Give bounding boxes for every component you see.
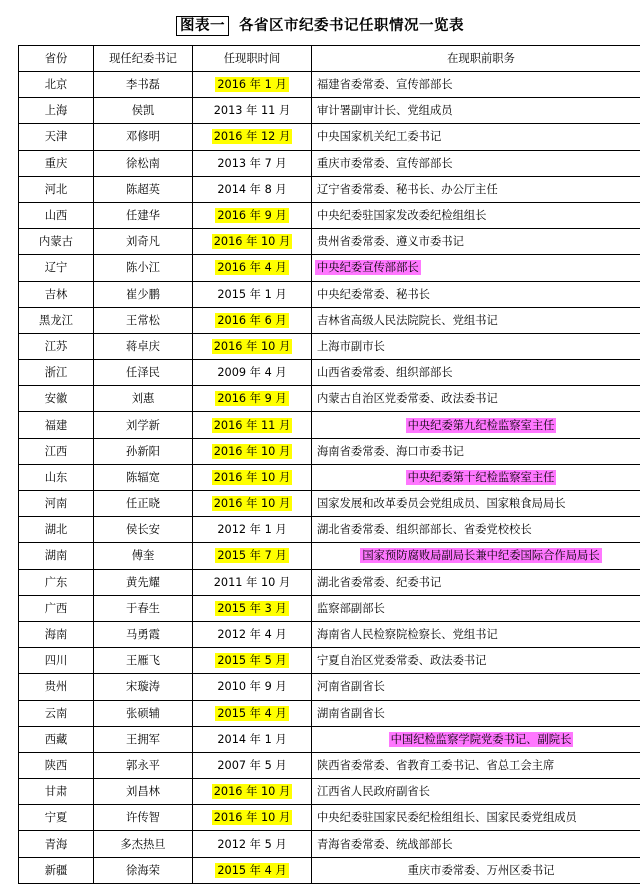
previous-post-value: 吉林省高级人民法院院长、党组书记 (315, 313, 500, 328)
table-row (19, 752, 640, 778)
cell-secretary-name: 刘惠 (94, 386, 193, 412)
previous-post-value: 审计署副审计长、党组成员 (315, 103, 455, 118)
column-header-name: 现任纪委书记 (94, 46, 193, 72)
date-value: 2016 年 10 月 (212, 444, 293, 459)
cell-appointment-date (193, 752, 312, 778)
cell-secretary-name: 任建华 (94, 202, 193, 228)
date-value: 2015 年 5 月 (215, 653, 288, 668)
table-row (19, 595, 640, 621)
cell-secretary-name: 徐海荣 (94, 857, 193, 883)
cell-secretary-name: 郭永平 (94, 752, 193, 778)
cell-secretary-name: 张硕辅 (94, 700, 193, 726)
previous-post-value: 福建省委常委、宣传部部长 (315, 77, 455, 92)
cell-secretary-name: 王雁飞 (94, 648, 193, 674)
cell-province: 甘肃 (19, 779, 94, 805)
cell-province: 上海 (19, 98, 94, 124)
cell-appointment-date (193, 255, 312, 281)
cell-province: 吉林 (19, 281, 94, 307)
previous-post-value: 宁夏自治区党委常委、政法委书记 (315, 653, 488, 668)
table-row (19, 72, 640, 98)
cell-appointment-date (193, 700, 312, 726)
cell-previous-post (312, 72, 640, 98)
previous-post-value: 青海省委常委、统战部部长 (315, 837, 455, 852)
cell-province: 福建 (19, 412, 94, 438)
previous-post-value: 重庆市委常委、宣传部部长 (315, 156, 455, 171)
cell-secretary-name: 蒋卓庆 (94, 333, 193, 359)
previous-post-value: 湖南省副省长 (315, 706, 387, 721)
date-value: 2014 年 1 月 (215, 732, 288, 747)
previous-post-value: 监察部副部长 (315, 601, 387, 616)
table-row (19, 438, 640, 464)
column-header-province: 省份 (19, 46, 94, 72)
cell-previous-post (312, 386, 640, 412)
cell-secretary-name: 宋璇涛 (94, 674, 193, 700)
cell-secretary-name: 任正晓 (94, 491, 193, 517)
cell-previous-post (312, 412, 640, 438)
provincial-discipline-secretaries-table (18, 45, 640, 884)
cell-appointment-date (193, 124, 312, 150)
table-row (19, 255, 640, 281)
cell-previous-post (312, 255, 640, 281)
date-value: 2016 年 10 月 (212, 234, 293, 249)
cell-province: 云南 (19, 700, 94, 726)
cell-province: 四川 (19, 648, 94, 674)
previous-post-value: 贵州省委常委、遵义市委书记 (315, 234, 466, 249)
cell-previous-post (312, 595, 640, 621)
cell-previous-post (312, 726, 640, 752)
cell-previous-post (312, 98, 640, 124)
date-value: 2016 年 10 月 (212, 810, 293, 825)
cell-previous-post (312, 543, 640, 569)
previous-post-value: 山西省委常委、组织部部长 (315, 365, 455, 380)
cell-previous-post (312, 831, 640, 857)
table-row (19, 648, 640, 674)
previous-post-value: 中央国家机关纪工委书记 (315, 129, 443, 144)
previous-post-value: 内蒙古自治区党委常委、政法委书记 (315, 391, 500, 406)
column-header-previous-post: 在现职前职务 (312, 46, 640, 72)
cell-province: 内蒙古 (19, 229, 94, 255)
table-row (19, 386, 640, 412)
date-value: 2016 年 9 月 (215, 208, 288, 223)
cell-province: 新疆 (19, 857, 94, 883)
cell-province: 安徽 (19, 386, 94, 412)
table-header-row (19, 46, 640, 72)
cell-province: 山东 (19, 464, 94, 490)
cell-previous-post (312, 700, 640, 726)
cell-province: 辽宁 (19, 255, 94, 281)
date-value: 2016 年 10 月 (212, 784, 293, 799)
table-row (19, 517, 640, 543)
date-value: 2016 年 10 月 (212, 470, 293, 485)
cell-appointment-date (193, 98, 312, 124)
table-row (19, 202, 640, 228)
cell-previous-post (312, 202, 640, 228)
cell-secretary-name: 侯长安 (94, 517, 193, 543)
table-row (19, 621, 640, 647)
cell-appointment-date (193, 831, 312, 857)
cell-appointment-date (193, 360, 312, 386)
title-text: 各省区市纪委书记任职情况一览表 (239, 18, 464, 34)
cell-secretary-name: 刘奇凡 (94, 229, 193, 255)
cell-appointment-date (193, 281, 312, 307)
previous-post-value: 江西省人民政府副省长 (315, 784, 432, 799)
cell-province: 广西 (19, 595, 94, 621)
cell-previous-post (312, 752, 640, 778)
previous-post-value: 海南省人民检察院检察长、党组书记 (315, 627, 500, 642)
table-row (19, 726, 640, 752)
date-value: 2012 年 4 月 (215, 627, 288, 642)
table-body (19, 72, 640, 884)
cell-appointment-date (193, 438, 312, 464)
title-line (176, 14, 464, 35)
cell-province: 山西 (19, 202, 94, 228)
date-value: 2015 年 4 月 (215, 863, 288, 878)
cell-province: 天津 (19, 124, 94, 150)
cell-province: 广东 (19, 569, 94, 595)
cell-appointment-date (193, 202, 312, 228)
date-value: 2012 年 1 月 (215, 522, 288, 537)
cell-secretary-name: 傅奎 (94, 543, 193, 569)
cell-previous-post (312, 360, 640, 386)
cell-appointment-date (193, 805, 312, 831)
date-value: 2016 年 4 月 (215, 260, 288, 275)
cell-province: 河南 (19, 491, 94, 517)
date-value: 2015 年 3 月 (215, 601, 288, 616)
cell-appointment-date (193, 569, 312, 595)
table-row (19, 281, 640, 307)
date-value: 2015 年 1 月 (215, 287, 288, 302)
cell-province: 西藏 (19, 726, 94, 752)
date-value: 2013 年 7 月 (215, 156, 288, 171)
cell-appointment-date (193, 517, 312, 543)
cell-province: 贵州 (19, 674, 94, 700)
cell-province: 宁夏 (19, 805, 94, 831)
cell-province: 黑龙江 (19, 307, 94, 333)
cell-previous-post (312, 805, 640, 831)
date-value: 2016 年 9 月 (215, 391, 288, 406)
cell-secretary-name: 刘学新 (94, 412, 193, 438)
date-value: 2009 年 4 月 (215, 365, 288, 380)
cell-secretary-name: 任泽民 (94, 360, 193, 386)
date-value: 2011 年 10 月 (212, 575, 293, 590)
figure-label: 图表一 (176, 16, 229, 36)
cell-previous-post (312, 621, 640, 647)
cell-appointment-date (193, 176, 312, 202)
column-header-date: 任现职时间 (193, 46, 312, 72)
previous-post-value: 国家发展和改革委员会党组成员、国家粮食局局长 (315, 496, 568, 511)
cell-secretary-name: 王常松 (94, 307, 193, 333)
cell-province: 湖北 (19, 517, 94, 543)
cell-province: 江苏 (19, 333, 94, 359)
cell-previous-post (312, 779, 640, 805)
table-row (19, 150, 640, 176)
date-value: 2015 年 4 月 (215, 706, 288, 721)
previous-post-value: 上海市副市长 (315, 339, 387, 354)
cell-previous-post (312, 176, 640, 202)
cell-province: 青海 (19, 831, 94, 857)
date-value: 2012 年 5 月 (215, 837, 288, 852)
date-value: 2013 年 11 月 (212, 103, 293, 118)
cell-appointment-date (193, 386, 312, 412)
cell-appointment-date (193, 543, 312, 569)
cell-previous-post (312, 569, 640, 595)
table-row (19, 779, 640, 805)
cell-appointment-date (193, 648, 312, 674)
table-row (19, 831, 640, 857)
cell-province: 重庆 (19, 150, 94, 176)
cell-previous-post (312, 517, 640, 543)
table-row (19, 307, 640, 333)
previous-post-value: 湖北省委常委、纪委书记 (315, 575, 443, 590)
cell-secretary-name: 马勇霞 (94, 621, 193, 647)
cell-previous-post (312, 307, 640, 333)
table-row (19, 700, 640, 726)
previous-post-value: 海南省委常委、海口市委书记 (315, 444, 466, 459)
date-value: 2016 年 10 月 (212, 339, 293, 354)
cell-secretary-name: 黄先耀 (94, 569, 193, 595)
cell-secretary-name: 邓修明 (94, 124, 193, 150)
cell-previous-post (312, 438, 640, 464)
table-row (19, 229, 640, 255)
previous-post-value: 中国纪检监察学院党委书记、副院长 (389, 732, 574, 747)
cell-appointment-date (193, 412, 312, 438)
cell-previous-post (312, 150, 640, 176)
cell-secretary-name: 徐松南 (94, 150, 193, 176)
date-value: 2016 年 1 月 (215, 77, 288, 92)
previous-post-value: 湖北省委常委、组织部部长、省委党校校长 (315, 522, 534, 537)
table-row (19, 543, 640, 569)
previous-post-value: 中央纪委宣传部部长 (315, 260, 421, 275)
previous-post-value: 中央纪委第十纪检监察室主任 (406, 470, 557, 485)
cell-secretary-name: 刘昌林 (94, 779, 193, 805)
cell-secretary-name: 李书磊 (94, 72, 193, 98)
cell-previous-post (312, 229, 640, 255)
cell-province: 海南 (19, 621, 94, 647)
cell-appointment-date (193, 150, 312, 176)
cell-previous-post (312, 674, 640, 700)
previous-post-value: 中央纪委驻国家发改委纪检组组长 (315, 208, 488, 223)
date-value: 2016 年 12 月 (212, 129, 293, 144)
table-row (19, 176, 640, 202)
cell-previous-post (312, 648, 640, 674)
cell-province: 江西 (19, 438, 94, 464)
cell-secretary-name: 陈小江 (94, 255, 193, 281)
cell-appointment-date (193, 72, 312, 98)
cell-appointment-date (193, 333, 312, 359)
table-row (19, 569, 640, 595)
cell-appointment-date (193, 229, 312, 255)
cell-secretary-name: 崔少鹏 (94, 281, 193, 307)
cell-appointment-date (193, 464, 312, 490)
cell-secretary-name: 孙新阳 (94, 438, 193, 464)
table-row (19, 333, 640, 359)
table-row (19, 412, 640, 438)
cell-appointment-date (193, 621, 312, 647)
table-row (19, 124, 640, 150)
previous-post-value: 河南省副省长 (315, 679, 387, 694)
cell-secretary-name: 王拥军 (94, 726, 193, 752)
cell-secretary-name: 于春生 (94, 595, 193, 621)
table-row (19, 674, 640, 700)
date-value: 2007 年 5 月 (215, 758, 288, 773)
cell-previous-post (312, 464, 640, 490)
previous-post-value: 重庆市委常委、万州区委书记 (406, 863, 557, 878)
cell-previous-post (312, 124, 640, 150)
cell-province: 湖南 (19, 543, 94, 569)
date-value: 2014 年 8 月 (215, 182, 288, 197)
date-value: 2015 年 7 月 (215, 548, 288, 563)
cell-appointment-date (193, 595, 312, 621)
previous-post-value: 陕西省委常委、省教育工委书记、省总工会主席 (315, 758, 556, 773)
cell-secretary-name: 侯凯 (94, 98, 193, 124)
cell-appointment-date (193, 307, 312, 333)
previous-post-value: 中央纪委常委、秘书长 (315, 287, 432, 302)
cell-secretary-name: 多杰热旦 (94, 831, 193, 857)
cell-previous-post (312, 281, 640, 307)
table-row (19, 491, 640, 517)
table-row (19, 857, 640, 883)
cell-previous-post (312, 333, 640, 359)
page-title (18, 0, 622, 45)
cell-province: 河北 (19, 176, 94, 202)
cell-appointment-date (193, 857, 312, 883)
cell-appointment-date (193, 726, 312, 752)
cell-secretary-name: 陈辐宽 (94, 464, 193, 490)
table-row (19, 464, 640, 490)
cell-province: 陕西 (19, 752, 94, 778)
previous-post-value: 中央纪委驻国家民委纪检组组长、国家民委党组成员 (315, 810, 579, 825)
date-value: 2016 年 6 月 (215, 313, 288, 328)
cell-secretary-name: 许传智 (94, 805, 193, 831)
table-row (19, 98, 640, 124)
cell-previous-post (312, 857, 640, 883)
cell-province: 北京 (19, 72, 94, 98)
cell-previous-post (312, 491, 640, 517)
cell-appointment-date (193, 491, 312, 517)
cell-secretary-name: 陈超英 (94, 176, 193, 202)
date-value: 2016 年 10 月 (212, 496, 293, 511)
cell-province: 浙江 (19, 360, 94, 386)
cell-appointment-date (193, 674, 312, 700)
table-row (19, 360, 640, 386)
previous-post-value: 中央纪委第九纪检监察室主任 (406, 418, 557, 433)
date-value: 2010 年 9 月 (215, 679, 288, 694)
date-value: 2016 年 11 月 (212, 418, 293, 433)
previous-post-value: 国家预防腐败局副局长兼中纪委国际合作局局长 (360, 548, 601, 563)
table-row (19, 805, 640, 831)
cell-appointment-date (193, 779, 312, 805)
previous-post-value: 辽宁省委常委、秘书长、办公厅主任 (315, 182, 500, 197)
